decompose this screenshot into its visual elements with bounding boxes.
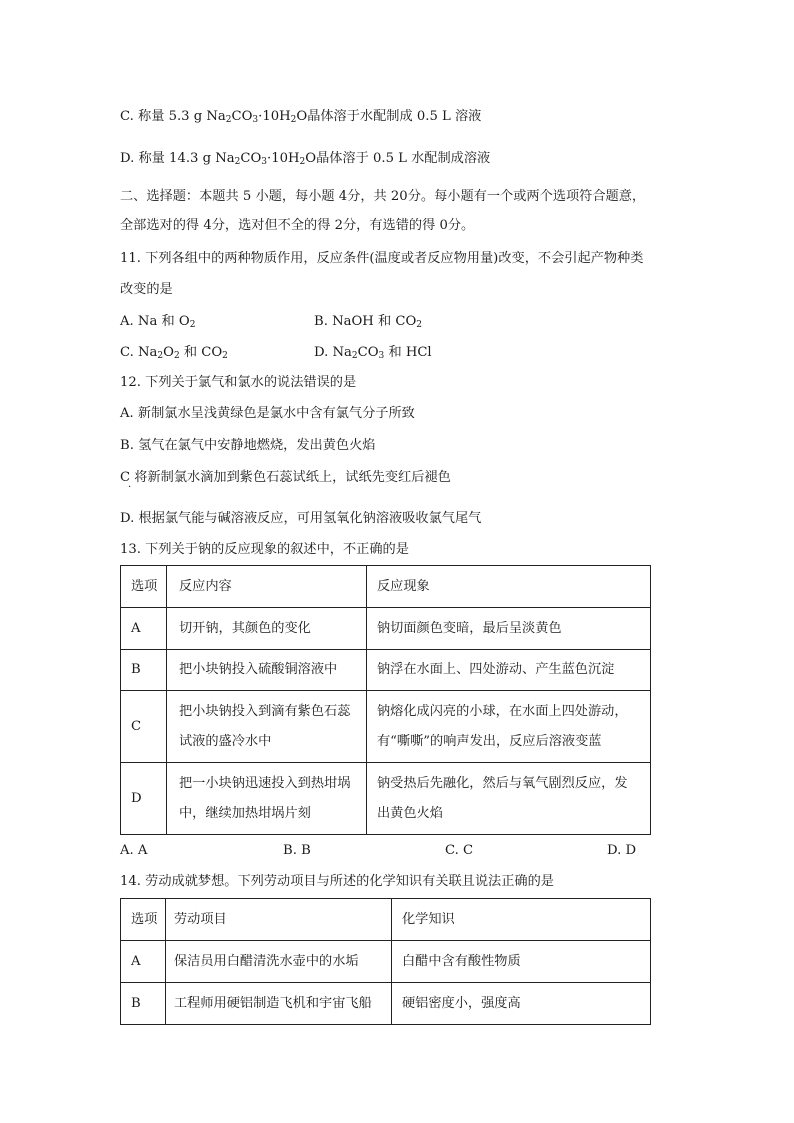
chem-knowledge: 白醋中含有酸性物质 [392, 941, 651, 983]
q12-option-d: D. 根据氯气能与碱溶液反应，可用氢氧化钠溶液吸收氯气尾气 [120, 511, 482, 526]
q11-stem-line-2: 改变的是 [120, 282, 173, 297]
header-cell: 化学知识 [392, 899, 651, 941]
header-cell: 选项 [121, 566, 167, 608]
q11-option-a: A. Na 和 $O_2$ [120, 314, 196, 330]
table-row [121, 941, 651, 983]
q11-option-c: C. $Na_2O_2$ 和 $CO_2$ [120, 345, 228, 361]
row-key: A [121, 608, 167, 650]
content-line: 把小块钠投入到滴有紫色石蕊 [179, 703, 351, 719]
reaction-content [167, 691, 367, 763]
chem-formula: $Na_2CO_3\cdot 10H_2O$ [215, 151, 317, 167]
option-d-line: D. 称量 14.3 g $Na_2CO_3\cdot 10H_2O$晶体溶于 0.5 L 水配制成溶液 [120, 151, 491, 167]
phenomenon-line: 钠熔化成闪亮的小球，在水面上四处游动， [377, 703, 628, 719]
q13-stem: 13. 下列关于钠的反应现象的叙述中，不正确的是 [120, 542, 409, 557]
stray-dot-mark: · [128, 482, 132, 493]
option-c-line: C. 称量 5.3 g $Na_2CO_3\cdot 10H_2O$晶体溶于水配制成 0.5 L 溶液 [120, 109, 482, 125]
row-key: B [121, 983, 166, 1025]
section-heading-line-2: 全部选对的得 4分，选对但不全的得 2分，有选错的得 0分。 [120, 218, 475, 233]
table-header-row [121, 566, 651, 608]
reaction-content: 切开钠，其颜色的变化 [167, 608, 367, 650]
chem-formula: $Na_2CO_3\cdot 10H_2O$ [206, 109, 308, 125]
reaction-phenomenon: 钠浮在水面上、四处游动、产生蓝色沉淀 [367, 650, 651, 691]
content-line: 中，继续加热坩埚片刻 [179, 805, 311, 821]
phenomenon-line: 钠受热后先融化，然后与氧气剧烈反应，发 [377, 775, 628, 791]
table-row [121, 983, 651, 1025]
q14-stem: 14. 劳动成就梦想。下列劳动项目与所述的化学知识有关联且说法正确的是 [120, 874, 554, 889]
reaction-content: 把小块钠投入硫酸铜溶液中 [167, 650, 367, 691]
table-row [121, 763, 651, 835]
row-key: C [121, 691, 167, 763]
header-cell: 选项 [121, 899, 166, 941]
content-line: 试液的盛冷水中 [179, 733, 272, 749]
q13-answer-b: B. B [283, 843, 311, 858]
reaction-phenomenon [367, 763, 651, 835]
table-row [121, 608, 651, 650]
row-key: D [121, 763, 167, 835]
q13-answer-d: D. D [607, 843, 637, 858]
q12-option-b: B. 氢气在氯气中安静地燃烧，发出黄色火焰 [120, 438, 376, 453]
q13-answer-a: A. A [120, 843, 148, 858]
reaction-phenomenon [367, 691, 651, 763]
section-heading-line-1: 二、选择题：本题共 5 小题，每小题 4分，共 20分。每小题有一个或两个选项符合题意， [120, 189, 646, 204]
table-header-row [121, 899, 651, 941]
q11-stem-line-1: 11. 下列各组中的两种物质作用，反应条件(温度或者反应物用量)改变，不会引起产物种类 [120, 251, 644, 266]
q11-option-d: D. $Na_2CO_3$ 和 HCl [314, 345, 432, 361]
phenomenon-line: 出黄色火焰 [377, 805, 443, 821]
content-line: 把一小块钠迅速投入到热坩埚 [179, 775, 351, 791]
q12-option-a: A. 新制氯水呈浅黄绿色是氯水中含有氯气分子所致 [120, 406, 415, 421]
row-key: A [121, 941, 166, 983]
q13-table [120, 565, 651, 835]
row-key: B [121, 650, 167, 691]
header-cell: 劳动项目 [166, 899, 392, 941]
q12-stem: 12. 下列关于氯气和氯水的说法错误的是 [120, 375, 357, 390]
labor-project: 保洁员用白醋清洗水壶中的水垢 [166, 941, 392, 983]
reaction-content [167, 763, 367, 835]
table-row [121, 691, 651, 763]
q14-table [120, 898, 651, 1025]
header-cell: 反应内容 [167, 566, 367, 608]
phenomenon-line: 有“嘶嘶”的响声发出，反应后溶液变蓝 [377, 733, 602, 749]
labor-project: 工程师用硬铝制造飞机和宇宙飞船 [166, 983, 392, 1025]
chem-knowledge: 硬铝密度小，强度高 [392, 983, 651, 1025]
q12-option-c: C 将新制氯水滴加到紫色石蕊试纸上，试纸先变红后褪色 [120, 470, 451, 485]
reaction-phenomenon: 钠切面颜色变暗，最后呈淡黄色 [367, 608, 651, 650]
q11-option-b: B. NaOH 和 $CO_2$ [314, 314, 422, 330]
q13-answer-c: C. C [445, 843, 474, 858]
table-row [121, 650, 651, 691]
header-cell: 反应现象 [367, 566, 651, 608]
